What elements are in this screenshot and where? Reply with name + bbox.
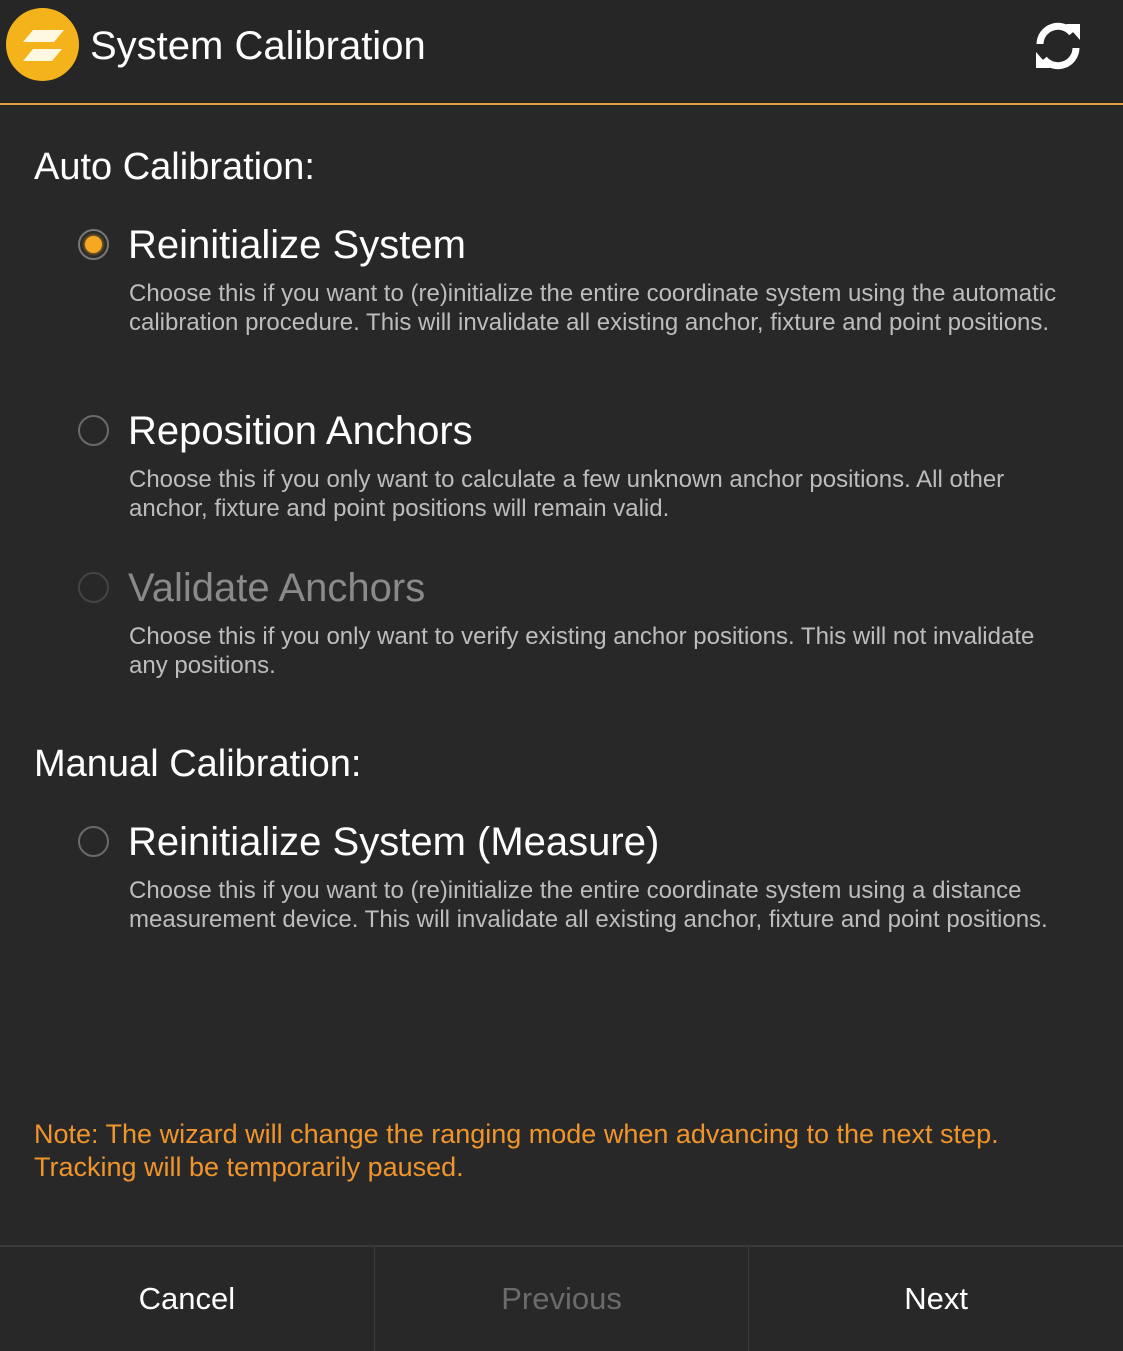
radio-reposition-anchors[interactable] <box>78 415 109 446</box>
option-title: Validate Anchors <box>128 566 426 610</box>
auto-calibration-heading: Auto Calibration: <box>34 146 315 188</box>
next-button[interactable]: Next <box>748 1247 1123 1351</box>
option-title: Reposition Anchors <box>128 409 473 453</box>
manual-calibration-heading: Manual Calibration: <box>34 743 362 785</box>
option-description: Choose this if you want to (re)initialize the entire coordinate system using a distance measurement device. This will invalidate all existing anchor, fixture and point positions. <box>129 877 1048 933</box>
wizard-note: Note: The wizard will change the ranging mode when advancing to the next step. Tracking will be temporarily paused. <box>34 1119 999 1182</box>
cancel-button[interactable]: Cancel <box>138 1281 236 1316</box>
page-title: System Calibration <box>90 24 426 68</box>
refresh-icon[interactable] <box>1030 18 1086 74</box>
radio-validate-anchors <box>78 572 109 603</box>
option-description: Choose this if you only want to verify existing anchor positions. This will not invalidate any positions. <box>129 623 1035 679</box>
option-description: Choose this if you want to (re)initialize the entire coordinate system using the automatic calibration procedure. This will invalidate all existing anchor, fixture and point positions. <box>129 280 1057 336</box>
footer-button-bar <box>0 1245 1123 1351</box>
option-title: Reinitialize System <box>128 223 466 267</box>
radio-reinitialize-system-measure[interactable] <box>78 826 109 857</box>
app-header <box>0 0 1123 105</box>
app-logo-icon <box>6 8 79 81</box>
radio-reinitialize-system[interactable] <box>78 229 109 260</box>
option-description: Choose this if you only want to calculate a few unknown anchor positions. All other anchor, fixture and point positions will remain valid. <box>129 466 1005 522</box>
option-title: Reinitialize System (Measure) <box>128 820 660 864</box>
previous-button: Previous <box>374 1247 749 1351</box>
